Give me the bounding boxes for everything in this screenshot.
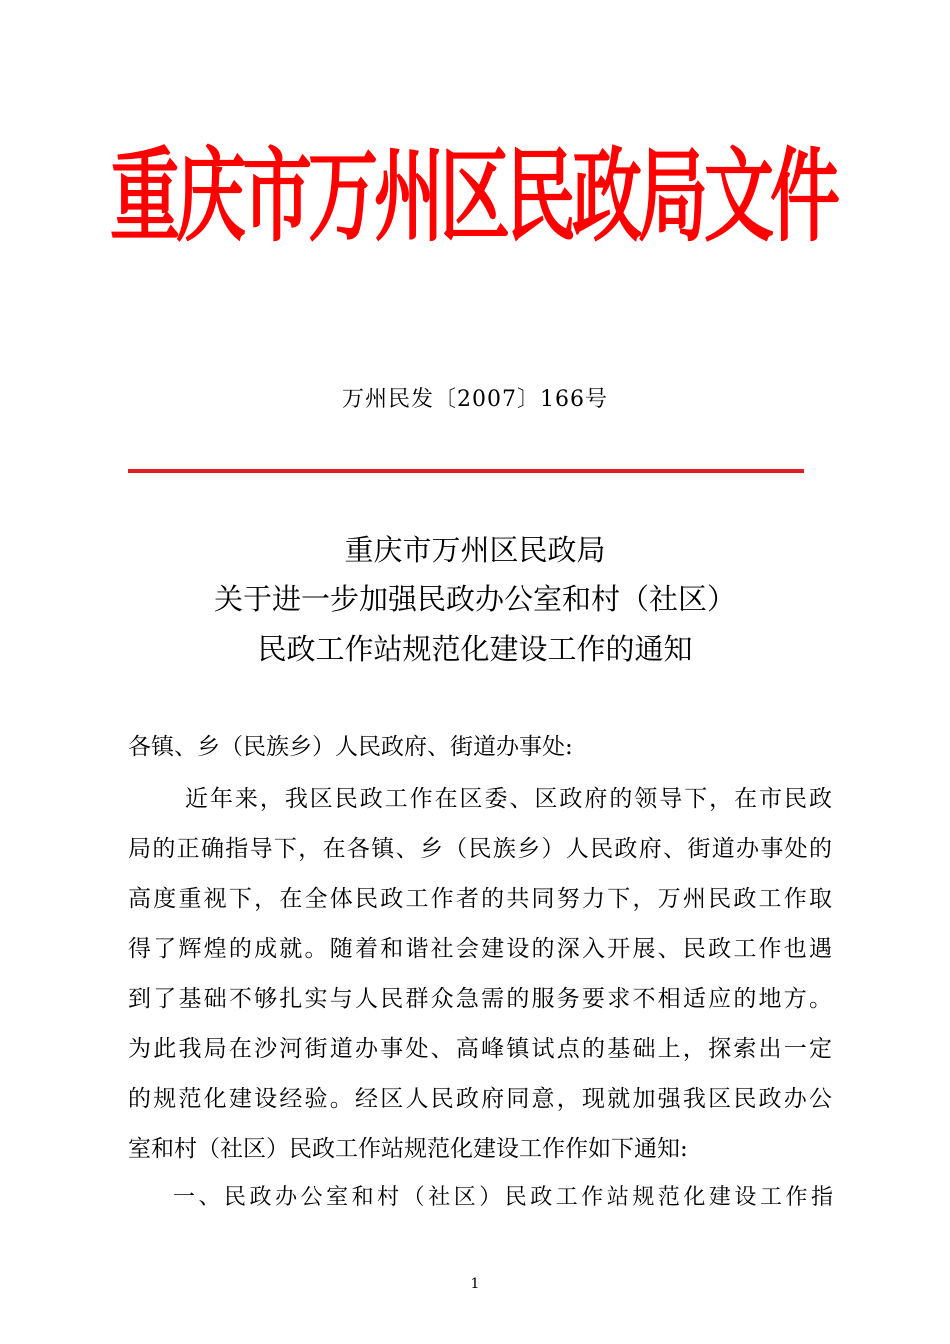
title-line-2: 关于进一步加强民政办公室和村（社区） (213, 582, 736, 616)
body-line: 室和村（社区）民政工作站规范化建设工作作如下通知: (128, 1136, 688, 1162)
body-line: 得了辉煌的成就。随着和谐社会建设的深入开展、民政工作也遇 (128, 936, 832, 962)
document-number: 万州民发〔2007〕166号 (342, 387, 608, 412)
body-line: 到了基础不够扎实与人民群众急需的服务要求不相适应的地方。 (128, 986, 832, 1012)
page-number: 1 (470, 1276, 480, 1292)
body-line: 为此我局在沙河街道办事处、高峰镇试点的基础上，探索出一定 (128, 1036, 832, 1062)
document-masthead: 重庆市万州区民政局文件 (110, 136, 836, 256)
title-line-3: 民政工作站规范化建设工作的通知 (257, 632, 693, 666)
body-line: 的规范化建设经验。经区人民政府同意，现就加强我区民政办公 (128, 1086, 832, 1112)
body-line: 高度重视下，在全体民政工作者的共同努力下，万州民政工作取 (128, 886, 832, 912)
section-heading: 一、民政办公室和村（社区）民政工作站规范化建设工作指 (173, 1185, 833, 1210)
title-line-1: 重庆市万州区民政局 (344, 533, 606, 567)
salutation: 各镇、乡（民族乡）人民政府、街道办事处: (128, 734, 573, 760)
body-line: 近年来，我区民政工作在区委、区政府的领导下，在市民政 (185, 786, 832, 812)
red-divider-line (128, 469, 804, 473)
body-line: 局的正确指导下，在各镇、乡（民族乡）人民政府、街道办事处的 (128, 836, 832, 862)
